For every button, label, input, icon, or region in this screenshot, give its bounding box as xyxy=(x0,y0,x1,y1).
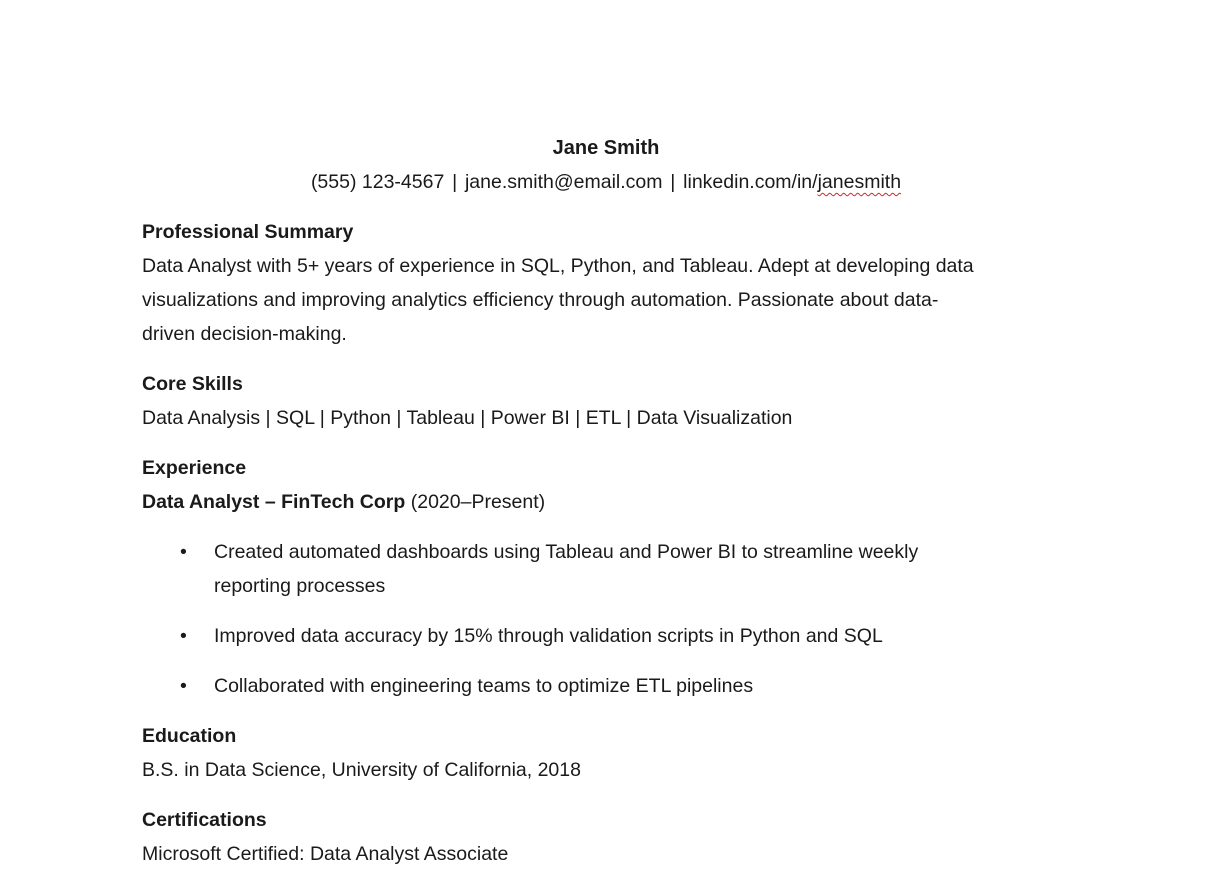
section-certifications xyxy=(142,803,1070,871)
job-dates: (2020–Present) xyxy=(410,491,546,513)
certification-text-line: Microsoft Certified: Data Analyst Associate xyxy=(142,843,509,865)
bullet-marker: • xyxy=(180,625,187,647)
bullet-marker: • xyxy=(180,541,187,563)
phone-number: (555) 123-4567 xyxy=(310,171,445,193)
bullet-marker: • xyxy=(180,675,187,697)
section-professional-summary xyxy=(142,215,1070,351)
bullet-item xyxy=(142,669,1070,703)
education-text-line: B.S. in Data Science, University of California, 2018 xyxy=(142,759,581,781)
section-core-skills xyxy=(142,367,1070,435)
person-name: Jane Smith xyxy=(552,137,660,159)
bullet-item xyxy=(142,619,1070,653)
job-title: Data Analyst – FinTech Corp xyxy=(142,491,406,513)
summary-text-line: visualizations and improving analytics efficiency through automation. Passionate about data- xyxy=(142,289,939,311)
resume-header xyxy=(142,131,1070,199)
bullet-item xyxy=(142,535,1070,603)
experience-bullet-list xyxy=(142,535,1070,703)
section-experience xyxy=(142,451,1070,703)
linkedin-url-prefix: linkedin.com/in/ xyxy=(683,171,818,193)
contact-separator: | xyxy=(670,171,676,193)
section-heading: Certifications xyxy=(142,809,267,831)
section-heading: Experience xyxy=(142,457,247,479)
contact-separator: | xyxy=(452,171,458,193)
bullet-text-line: Created automated dashboards using Tableau and Power BI to streamline weekly xyxy=(214,541,919,563)
section-heading: Professional Summary xyxy=(142,221,354,243)
summary-text-line: driven decision-making. xyxy=(142,323,347,345)
section-heading: Core Skills xyxy=(142,373,243,395)
bullet-text-line: Collaborated with engineering teams to optimize ETL pipelines xyxy=(214,675,754,697)
section-education xyxy=(142,719,1070,787)
linkedin-handle-misspelled: janesmith xyxy=(817,171,902,193)
skills-list-line: Data Analysis | SQL | Python | Tableau | Power BI | ETL | Data Visualization xyxy=(142,407,793,429)
section-heading: Education xyxy=(142,725,237,747)
bullet-text-line: reporting processes xyxy=(214,575,386,597)
email-address: jane.smith@email.com xyxy=(464,171,663,193)
job-header-line xyxy=(142,485,1070,519)
bullet-text-line: Improved data accuracy by 15% through validation scripts in Python and SQL xyxy=(214,625,883,647)
summary-text-line: Data Analyst with 5+ years of experience in SQL, Python, and Tableau. Adept at developing data xyxy=(142,255,974,277)
contact-line xyxy=(142,165,1070,199)
